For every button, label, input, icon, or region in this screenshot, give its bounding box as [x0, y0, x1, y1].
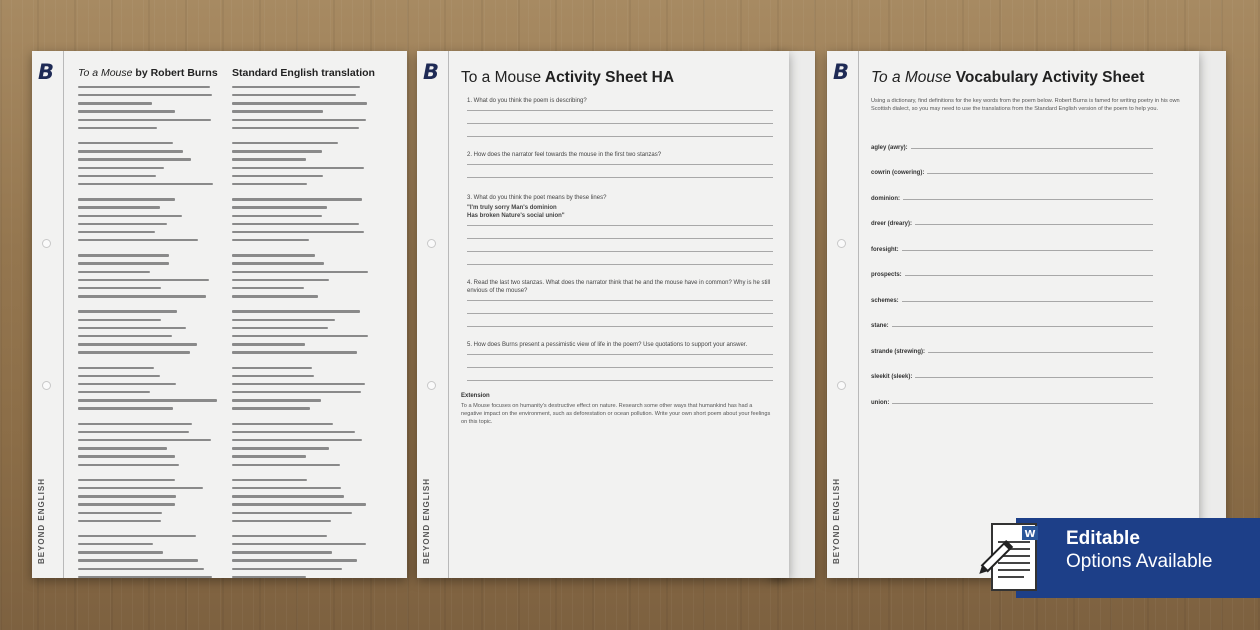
definition-line[interactable]	[928, 352, 1153, 353]
poem-line	[232, 260, 382, 268]
answer-line[interactable]	[467, 380, 773, 381]
poem-line	[232, 251, 382, 259]
poem-line	[78, 164, 228, 172]
poem-line	[78, 220, 228, 228]
question-3: 3. What do you think the poet means by these lines?	[467, 195, 607, 201]
poem-line	[232, 380, 382, 388]
poem-stanza	[78, 195, 228, 244]
definition-line[interactable]	[915, 377, 1153, 378]
poem-line	[78, 396, 228, 404]
vocabulary-list	[871, 125, 1183, 406]
poem-line	[78, 364, 228, 372]
beyond-logo: B	[833, 60, 850, 84]
svg-text:W: W	[1024, 529, 1036, 540]
question-2: 2. How does the narrator feel towards the mouse in the first two stanzas?	[467, 152, 662, 158]
vocabulary-term: dreer (dreary):	[871, 221, 913, 227]
poem-stanza	[78, 83, 228, 132]
poem-line	[78, 509, 228, 517]
vocabulary-row	[871, 278, 1183, 304]
poem-line	[78, 172, 228, 180]
activity-content	[461, 69, 773, 426]
vocabulary-row	[871, 304, 1183, 330]
poem-line	[232, 147, 382, 155]
poem-line	[78, 316, 228, 324]
poem-line	[232, 532, 382, 540]
poem-line	[78, 476, 228, 484]
poem-line	[232, 428, 382, 436]
poem-line	[78, 573, 228, 578]
poem-line	[78, 251, 228, 259]
poem-line	[232, 364, 382, 372]
poem-line	[78, 108, 228, 116]
poem-line	[232, 484, 382, 492]
question-5: 5. How does Burns present a pessimistic view of life in the poem? Use quotations to support your answer.	[467, 342, 748, 348]
poem-line	[232, 164, 382, 172]
punch-hole	[837, 381, 846, 390]
poem-line	[78, 276, 228, 284]
poem-line	[78, 517, 228, 525]
brand-vertical-text: BEYOND ENGLISH	[832, 477, 841, 564]
poem-line	[232, 492, 382, 500]
poem-line	[232, 436, 382, 444]
answer-line[interactable]	[467, 251, 773, 252]
poem-line	[78, 268, 228, 276]
poem-line	[78, 308, 228, 316]
poem-line	[232, 557, 382, 565]
poem-line	[232, 276, 382, 284]
poem-line	[232, 565, 382, 573]
answer-line[interactable]	[467, 354, 773, 355]
vocabulary-title: To a Mouse Vocabulary Activity Sheet	[871, 69, 1145, 86]
vocabulary-term: dominion:	[871, 195, 900, 202]
vocabulary-row	[871, 380, 1183, 406]
vocabulary-row	[871, 202, 1183, 228]
poem-sheet	[32, 51, 407, 578]
poem-line	[232, 228, 382, 236]
poem-line	[78, 83, 228, 91]
vocabulary-row	[871, 253, 1183, 279]
poem-line	[232, 573, 382, 578]
poem-line	[78, 203, 228, 211]
extension-text: To a Mouse focuses on humanity's destructive effect on nature. Research some other ways that humankind has had a negative impact on the environment, such as deforestation or ocean pollution. Write your own short poem about your feelings on this topic.	[461, 403, 771, 425]
poem-line	[78, 292, 228, 300]
poem-line	[78, 124, 228, 132]
poem-line	[232, 124, 382, 132]
vocabulary-term: agley (awry):	[871, 144, 908, 151]
poem-line	[232, 324, 382, 332]
brand-vertical-text: BEYOND ENGLISH	[422, 477, 431, 564]
definition-line[interactable]	[902, 301, 1153, 302]
vocabulary-content	[871, 69, 1183, 406]
poem-line	[232, 108, 382, 116]
vocabulary-row	[871, 355, 1183, 381]
poem-line	[232, 476, 382, 484]
vocabulary-term: stane:	[871, 323, 889, 329]
answer-line[interactable]	[467, 177, 773, 178]
punch-hole	[837, 239, 846, 248]
translation-column	[232, 67, 382, 578]
banner-line-1: Editable	[1066, 528, 1140, 549]
question-4: 4. Read the last two stanzas. What does the narrator think that he and the mouse have in common? Why is he still envious of the mouse?	[467, 280, 771, 294]
poem-line	[232, 180, 382, 188]
poem-line	[78, 380, 228, 388]
definition-line[interactable]	[892, 326, 1153, 327]
beyond-logo: B	[38, 60, 55, 84]
poem-line	[232, 292, 382, 300]
vocabulary-row	[871, 151, 1183, 177]
poem-line	[232, 139, 382, 147]
poem-line	[232, 405, 382, 413]
poem-line	[232, 372, 382, 380]
poem-line	[232, 509, 382, 517]
poem-stanza	[232, 532, 382, 578]
poem-line	[78, 91, 228, 99]
poem-line	[78, 532, 228, 540]
definition-line[interactable]	[905, 275, 1153, 276]
poem-line	[232, 461, 382, 469]
poem-stanza	[232, 195, 382, 244]
question-1: 1. What do you think the poem is describing?	[467, 98, 587, 104]
poem-line	[78, 372, 228, 380]
poem-line	[232, 83, 382, 91]
vocabulary-term: union:	[871, 399, 890, 406]
vocabulary-row	[871, 125, 1183, 151]
poem-line	[78, 428, 228, 436]
poem-line	[232, 420, 382, 428]
sheet-spine	[417, 51, 449, 578]
vocabulary-intro: Using a dictionary, find definitions for the key words from the poem below. Robert Burns is famed for writing poetry in his own Scottish dialect, so you may need to use the translations from the Standard English version of the poem to help you.	[871, 98, 1180, 112]
poem-line	[78, 324, 228, 332]
poem-stanza	[232, 364, 382, 413]
poem-line	[78, 388, 228, 396]
poem-stanza	[78, 532, 228, 578]
punch-hole	[427, 239, 436, 248]
definition-line[interactable]	[903, 199, 1153, 200]
sheet-spine	[827, 51, 859, 578]
poem-line	[232, 332, 382, 340]
poem-line	[78, 212, 228, 220]
poem-stanza	[78, 139, 228, 188]
poem-stanza	[232, 420, 382, 469]
poem-line	[232, 236, 382, 244]
poem-line	[78, 540, 228, 548]
poem-line	[78, 195, 228, 203]
definition-line[interactable]	[927, 173, 1153, 174]
poem-line	[232, 116, 382, 124]
answer-line[interactable]	[467, 164, 773, 165]
editable-banner[interactable]	[1016, 518, 1260, 598]
poem-line	[78, 348, 228, 356]
poem-line	[78, 420, 228, 428]
poem-line	[78, 139, 228, 147]
poem-line	[232, 453, 382, 461]
word-document-edit-icon	[978, 522, 1048, 596]
vocabulary-row	[871, 227, 1183, 253]
vocabulary-row	[871, 329, 1183, 355]
poem-line	[78, 548, 228, 556]
poem-line	[78, 99, 228, 107]
scots-poem-column	[78, 67, 228, 578]
poem-line	[78, 557, 228, 565]
answer-line[interactable]	[467, 300, 773, 301]
poem-stanza	[78, 364, 228, 413]
vocabulary-row	[871, 176, 1183, 202]
poem-stanza	[78, 308, 228, 357]
poem-stanza	[232, 476, 382, 525]
answer-line[interactable]	[467, 136, 773, 137]
poem-line	[232, 284, 382, 292]
quote-line: Has broken Nature's social union"	[467, 213, 565, 219]
poem-line	[78, 492, 228, 500]
poem-line	[232, 172, 382, 180]
poem-line	[78, 147, 228, 155]
poem-line	[78, 332, 228, 340]
poem-stanza	[232, 139, 382, 188]
poem-line	[78, 180, 228, 188]
answer-line[interactable]	[467, 225, 773, 226]
poem-line	[232, 500, 382, 508]
poem-line	[78, 260, 228, 268]
poem-line	[232, 203, 382, 211]
poem-line	[232, 388, 382, 396]
poem-line	[232, 444, 382, 452]
poem-line	[232, 540, 382, 548]
banner-line-2: Options Available	[1066, 551, 1213, 572]
extension-heading: Extension	[461, 393, 490, 399]
poem-line	[78, 565, 228, 573]
punch-hole	[42, 239, 51, 248]
poem-line	[232, 220, 382, 228]
poem-line	[232, 316, 382, 324]
vocabulary-term: sleekit (sleek):	[871, 374, 913, 380]
answer-line[interactable]	[467, 326, 773, 327]
poem-stanza	[232, 308, 382, 357]
poem-line	[232, 91, 382, 99]
poem-stanza	[78, 476, 228, 525]
activity-sheet	[417, 51, 789, 578]
answer-line[interactable]	[467, 123, 773, 124]
vocabulary-term: strande (strewing):	[871, 348, 926, 355]
poem-line	[78, 500, 228, 508]
poem-line	[78, 436, 228, 444]
poem-line	[78, 461, 228, 469]
poem-stanza	[232, 83, 382, 132]
poem-line	[78, 444, 228, 452]
poem-stanza	[78, 420, 228, 469]
poem-line	[78, 340, 228, 348]
answer-line[interactable]	[467, 238, 773, 239]
poem-line	[78, 484, 228, 492]
vocabulary-term: schemes:	[871, 297, 899, 304]
answer-line[interactable]	[467, 367, 773, 368]
poem-line	[232, 212, 382, 220]
scots-poem-heading: To a Mouse by Robert Burns	[78, 67, 218, 79]
poem-line	[232, 348, 382, 356]
definition-line[interactable]	[892, 403, 1153, 404]
definition-line[interactable]	[902, 250, 1153, 251]
poem-stanza	[78, 251, 228, 300]
definition-line[interactable]	[915, 224, 1153, 225]
poem-line	[232, 268, 382, 276]
answer-line[interactable]	[467, 313, 773, 314]
poem-line	[232, 548, 382, 556]
quote-line: "I'm truly sorry Man's dominion	[467, 205, 557, 211]
poem-line	[78, 236, 228, 244]
poem-line	[232, 517, 382, 525]
poem-line	[232, 99, 382, 107]
poem-line	[78, 156, 228, 164]
vocabulary-term: cowrin (cowering):	[871, 170, 925, 176]
answer-line[interactable]	[467, 264, 773, 265]
poem-line	[78, 453, 228, 461]
sheet-spine	[32, 51, 64, 578]
vocabulary-sheet	[827, 51, 1199, 578]
poem-line	[232, 308, 382, 316]
translation-heading: Standard English translation	[232, 67, 375, 79]
poem-line	[78, 284, 228, 292]
brand-vertical-text: BEYOND ENGLISH	[37, 477, 46, 564]
punch-hole	[42, 381, 51, 390]
poem-line	[232, 340, 382, 348]
poem-line	[232, 195, 382, 203]
poem-line	[78, 116, 228, 124]
poem-line	[232, 396, 382, 404]
activity-title: To a Mouse Activity Sheet HA	[461, 69, 675, 86]
answer-line[interactable]	[467, 110, 773, 111]
punch-hole	[427, 381, 436, 390]
poem-line	[78, 405, 228, 413]
vocabulary-term: foresight:	[871, 246, 899, 253]
beyond-logo: B	[423, 60, 440, 84]
definition-line[interactable]	[911, 148, 1153, 149]
vocabulary-term: prospects:	[871, 272, 902, 278]
poem-stanza	[232, 251, 382, 300]
poem-line	[78, 228, 228, 236]
poem-line	[232, 156, 382, 164]
